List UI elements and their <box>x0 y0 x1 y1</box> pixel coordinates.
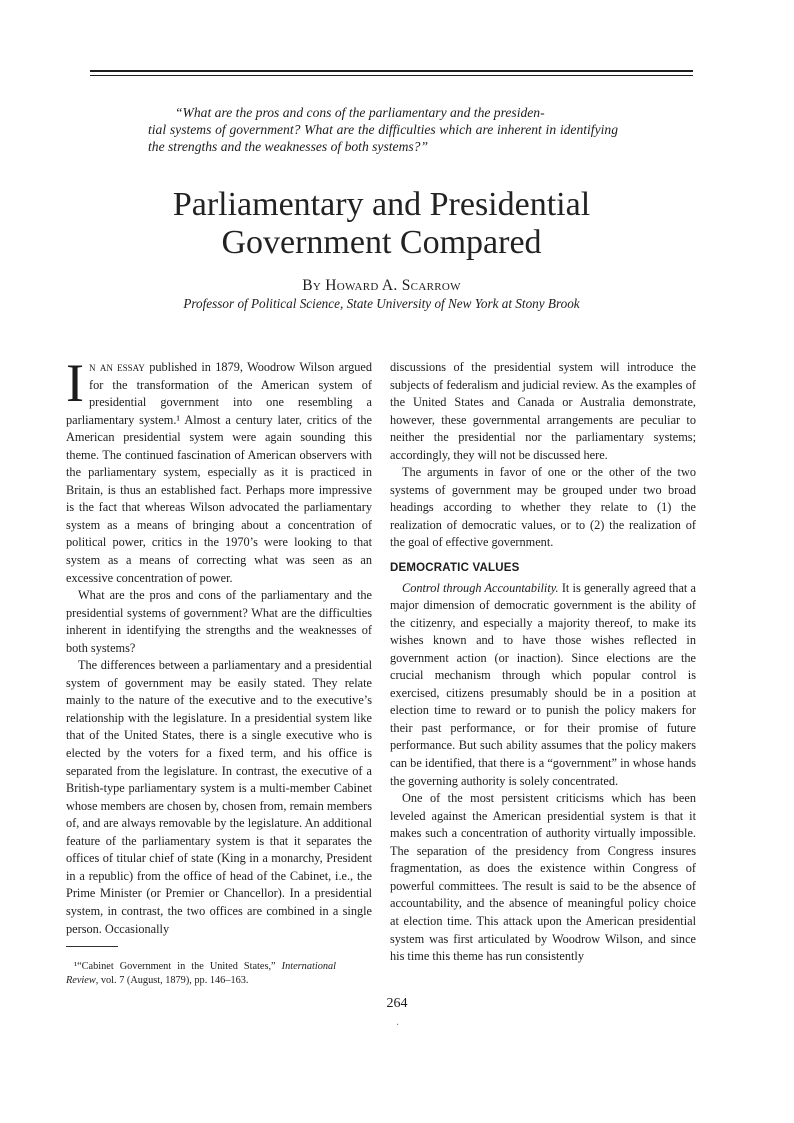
epigraph-line-1: “What are the pros and cons of the parliamentary and the presiden- <box>175 105 545 120</box>
paragraph-criticisms: One of the most persistent criticisms which has been leveled against the American presidential system is that it makes such a concentration of authority virtually impossible. The separation of the presidency from Congress insures fragmentation, as does the existence within Congress of powerful committees. The result is said to be the absence of accountability, and the absence of meaningful policy choice at election time. This attack upon the American presidential system was first articulated by Woodrow Wilson, and since his time this theme has run consistently <box>390 791 696 964</box>
footnote-marker: ¹ <box>74 961 78 972</box>
paragraph-accountability <box>390 580 696 791</box>
footnote-text-after: , vol. 7 (August, 1879), pp. 146–163. <box>95 974 249 986</box>
author-affiliation: Professor of Political Science, State University of New York at Stony Brook <box>183 296 580 311</box>
lead-in-smallcaps: n an essay <box>88 360 145 374</box>
subheading-italic: Control through Accountability. <box>402 580 559 595</box>
left-column <box>66 353 372 938</box>
footnote <box>66 960 336 987</box>
paragraph-intro <box>66 353 372 587</box>
paragraph-continuation: discussions of the presidential system will introduce the subjects of federalism and judicial review. As the examples of the United States and Canada or Australia demonstrate, however, these governmental arrangements are peculiar to neither the presidential nor the parliamentary systems; accordingly, they will not be discussed here. <box>390 360 696 462</box>
paragraph-question: What are the pros and cons of the parliamentary and the presidential systems of government? What are the difficulties inherent in identifying the strengths and the weaknesses of both systems? <box>66 588 372 655</box>
right-column <box>390 359 696 966</box>
intro-text: published in 1879, Woodrow Wilson argued for the transformation of the American system of presidential government into one resembling a parliamentary system.¹ Almost a century later, critics of the American presidential system were again sounding this theme. The continued fascination of American observers with the parliamentary system, especially as it is practiced in Britain, is thus an established fact. Perhaps more impressive is the fact that whereas Wilson advocated the parliamentary system as a means of bringing about a concentration of political power, critics in the 1970’s were looking to that system as a means of correcting what was seen as an excessive concentration of power. <box>66 360 372 585</box>
accountability-text: It is generally agreed that a major dimension of democratic government is the ability of the citizenry, and especially a majority thereof, to make its wishes known and to have those wishes reflected in government action (or inaction). Since elections are the crucial mechanism through which popular control is exercised, citizens presumably should be in a position at election time to reward or to punish the policy makers for their past performance, or for their promise of future performance. But such ability assumes that the policy makers can be identified, that there is a “government” in whose hands the governing authority is solely concentrated. <box>390 580 696 788</box>
section-heading-democratic-values: DEMOCRATIC VALUES <box>390 562 520 575</box>
header-rule-thin <box>90 75 693 76</box>
epigraph <box>148 104 618 155</box>
drop-cap: I <box>66 353 84 413</box>
author-name: By Howard A. Scarrow <box>302 277 461 294</box>
paragraph-differences: The differences between a parliamentary and a presidential system of government may be easily stated. They relate mainly to the nature of the executive and to the executive’s relationship with the legislature. In a presidential system like that of the United States, there is a single executive who is elected by the voters for a fixed term, and his office is separated from the legislature. In contrast, the executive of a British-type parliamentary system is a multi-member Cabinet whose members are chosen by, chosen from, remain members of, and are always removable by the legislature. An additional feature of the parliamentary system is that it separates the offices of titular chief of state (King in a monarchy, President in a republic) from the office of head of the Cabinet, i.e., the Prime Minister (or Premier or Chancellor). In a presidential system, in contrast, the two offices are combined in a single person. Occasionally <box>66 658 372 936</box>
epigraph-rest: tial systems of government? What are the difficulties which are inherent in identifying the strengths and the weaknesses of both systems?” <box>148 122 618 154</box>
title-line-1: Parliamentary and Presidential <box>172 186 591 223</box>
footnote-rule <box>66 946 118 947</box>
author-byline <box>90 277 673 295</box>
header-rule-thick <box>90 70 693 72</box>
article-title <box>90 186 673 262</box>
footnote-journal: International Review <box>66 961 336 986</box>
page-number: 264 <box>386 996 408 1011</box>
title-line-2: Government Compared <box>221 224 542 261</box>
footnote-text-before: “Cabinet Government in the United States,” <box>77 961 282 972</box>
scan-speck: · <box>396 1020 400 1031</box>
paragraph-arguments: The arguments in favor of one or the other of the two systems of government may be grouped under two broad headings according to whether they relate to (1) the realization of democratic values, or to (2) the realization of the goal of effective government. <box>390 465 696 550</box>
